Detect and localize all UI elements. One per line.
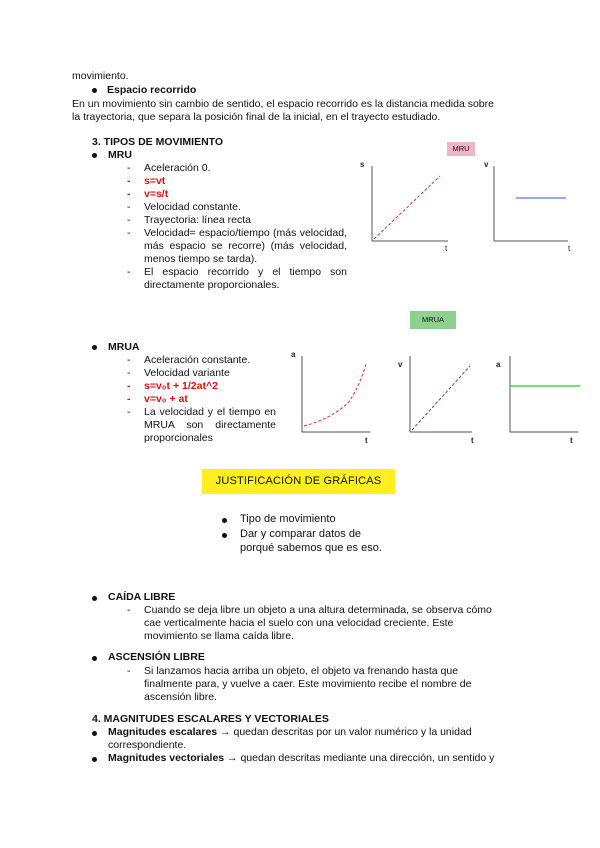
axis-label: t	[570, 436, 573, 445]
dash-icon: -	[127, 604, 131, 616]
espacio-paragraph-2: la trayectoria, que separa la posición final de la inicial, en el trayecto estudiado.	[72, 111, 441, 123]
axis-label: t	[471, 436, 474, 445]
bullet-icon	[92, 596, 97, 601]
ascension-title: ASCENSIÓN LIBRE	[108, 651, 205, 663]
list-item: - v=v₀ + at	[127, 393, 188, 405]
mru-list	[127, 162, 347, 292]
mru-graphs	[356, 158, 586, 258]
axis-label: v	[398, 360, 403, 369]
espacio-paragraph-1: En un movimiento sin cambio de sentido, el espacio recorrido es la distancia medida sobre	[72, 98, 494, 110]
axis-label: t	[445, 244, 448, 253]
list-item: - El espacio recorrido y el tiempo son directamente proporcionales.	[127, 266, 347, 292]
list-item: - v=s/t	[127, 188, 169, 200]
list-item: - Aceleración 0.	[127, 162, 211, 174]
justification-item-2a: Dar y comparar datos de	[240, 528, 362, 540]
ascension-line-2: finalmente para, y vuelve a caer. Este movimiento recibe el nombre de	[144, 678, 472, 690]
mrua-a1-curve	[304, 364, 366, 426]
justification-title: JUSTIFICACIÓN DE GRÁFICAS	[202, 469, 395, 494]
list-item: - Velocidad constante.	[127, 201, 241, 213]
bullet-icon	[92, 345, 97, 350]
bullet-icon	[92, 153, 97, 158]
bullet-icon	[92, 88, 97, 93]
caida-line-2: cae verticalmente hacia el suelo con una velocidad creciente. Este	[144, 617, 454, 629]
justification-item-1: Tipo de movimiento	[240, 513, 336, 525]
bullet-icon	[92, 757, 97, 762]
axis-label: s	[360, 160, 365, 169]
dash-icon: -	[127, 665, 131, 677]
bullet-icon	[222, 533, 227, 538]
mru-s-line	[374, 176, 440, 239]
magnitudes-escalares-cont: correspondiente.	[108, 739, 187, 751]
list-item: - s=v₀t + 1/2at^2	[127, 380, 218, 392]
intro-text: movimiento.	[72, 70, 129, 82]
bullet-icon	[92, 731, 97, 736]
list-item: - La velocidad y el tiempo en MRUA son directamente proporcionales	[127, 406, 276, 445]
section4-heading: 4. MAGNITUDES ESCALARES Y VECTORIALES	[92, 713, 329, 725]
list-item: - s=vt	[127, 175, 166, 187]
list-item: - Trayectoria: línea recta	[127, 214, 251, 226]
mrua-v-line	[412, 366, 470, 430]
magnitudes-vectoriales: Magnitudes vectoriales → quedan descritas mediante una dirección, un sentido y	[108, 752, 495, 764]
list-item: - Velocidad variante	[127, 367, 230, 379]
magnitudes-escalares: Magnitudes escalares → quedan descritas por un valor numérico y la unidad	[108, 726, 472, 738]
caida-line-3: movimiento se llama caída libre.	[144, 630, 294, 642]
justification-item-2b: porqué sabemos que es eso.	[240, 542, 382, 554]
mrua-title: MRUA	[108, 341, 140, 353]
mru-title: MRU	[108, 149, 132, 161]
axis-label: a	[496, 360, 501, 369]
bullet-icon	[222, 518, 227, 523]
list-item: - Velocidad= espacio/tiempo (más velocidad, más espacio se recorre) (más velocidad, menos tiempo se tarda).	[127, 227, 347, 266]
section3-heading: 3. TIPOS DE MOVIMIENTO	[92, 136, 224, 148]
espacio-title: Espacio recorrido	[107, 84, 197, 96]
ascension-line-1: Si lanzamos hacia arriba un objeto, el objeto va frenando hasta que	[144, 665, 459, 677]
ascension-line-3: ascensión libre.	[144, 691, 217, 703]
axis-label: a	[291, 350, 296, 359]
caida-title: CAÍDA LIBRE	[108, 591, 176, 603]
axis-label: t	[365, 436, 368, 445]
bullet-icon	[92, 656, 97, 661]
mrua-list	[127, 354, 287, 458]
caida-line-1: Cuando se deja libre un objeto a una altura determinada, se observa cómo	[144, 604, 492, 616]
axis-label: t	[568, 244, 571, 253]
mrua-graphs	[286, 348, 586, 438]
list-item: - Aceleración constante.	[127, 354, 251, 366]
mru-graph-tag: MRU	[447, 142, 475, 156]
axis-label: v	[484, 160, 489, 169]
mrua-graph-tag: MRUA	[410, 311, 456, 329]
